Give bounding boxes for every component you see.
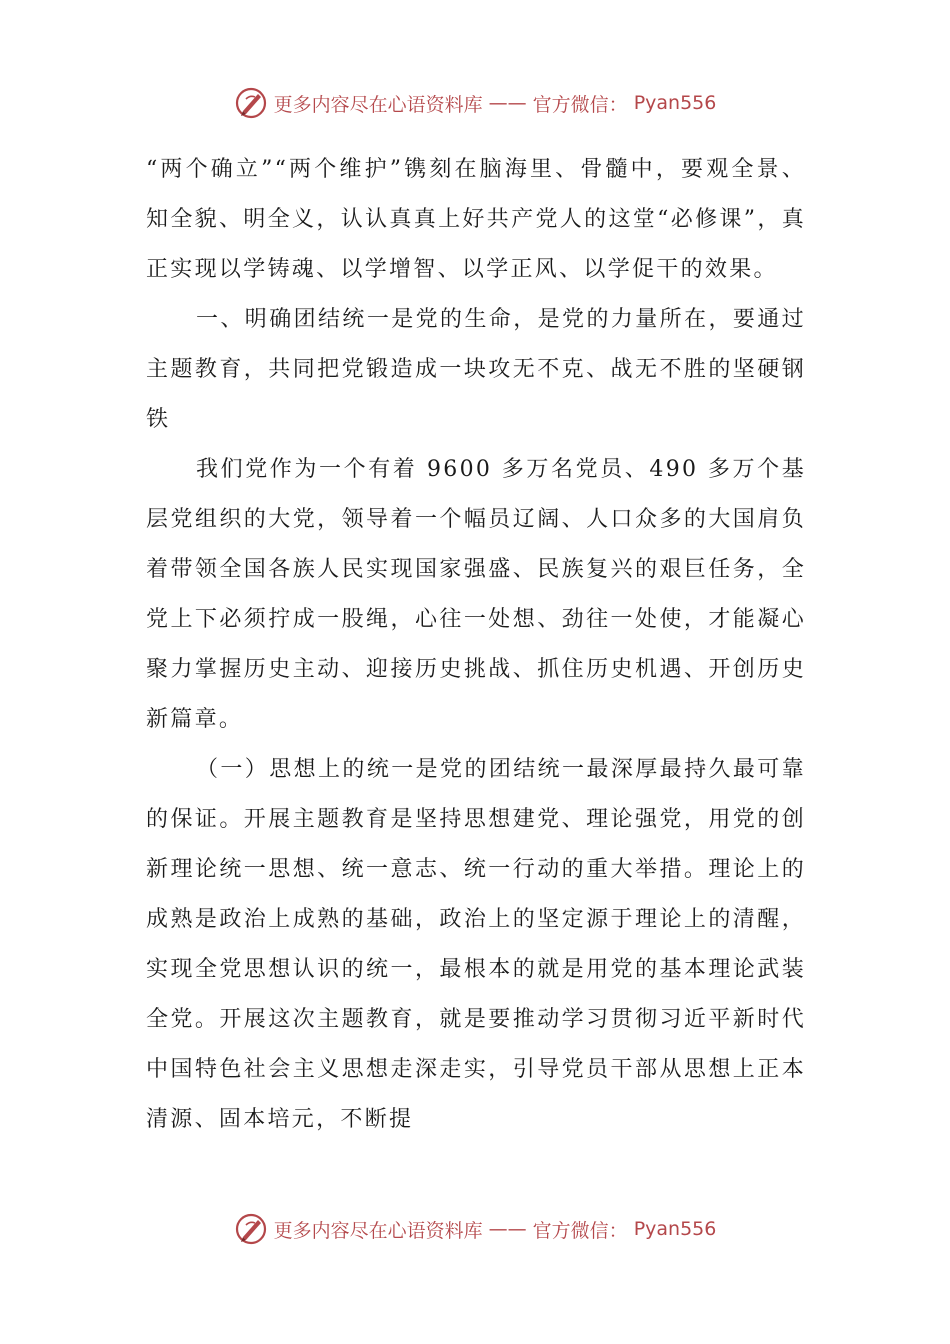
pen-logo-icon bbox=[234, 1212, 268, 1246]
watermark-wechat-label: 官方微信： bbox=[532, 1219, 628, 1242]
document-body bbox=[146, 145, 806, 1145]
watermark-brand: 更多内容尽在心语资料库 bbox=[273, 93, 483, 116]
header-watermark bbox=[0, 86, 950, 120]
watermark-dash: —— bbox=[488, 1218, 527, 1240]
watermark-brand: 更多内容尽在心语资料库 bbox=[273, 1219, 483, 1242]
watermark-wechat-id: Pyan556 bbox=[633, 1218, 717, 1240]
watermark-dash: —— bbox=[488, 92, 527, 114]
section-heading-1: 一、明确团结统一是党的生命，是党的力量所在，要通过主题教育，共同把党锻造成一块攻无不克、战无不胜的坚硬钢铁 bbox=[146, 307, 806, 432]
paragraph-2: 我们党作为一个有着 9600 多万名党员、490 多万个基层党组织的大党，领导着一个幅员辽阔、人口众多的大国肩负着带领全国各族人民实现国家强盛、民族复兴的艰巨任务，全党上下必须拧成一股绳，心往一处想、劲往一处使，才能凝心聚力掌握历史主动、迎接历史挑战、抓住历史机遇、开创历史新篇章。 bbox=[146, 457, 806, 732]
pen-logo-icon bbox=[234, 86, 268, 120]
paragraph-3: （一）思想上的统一是党的团结统一最深厚最持久最可靠的保证。开展主题教育是坚持思想建党、理论强党，用党的创新理论统一思想、统一意志、统一行动的重大举措。理论上的成熟是政治上成熟的基础，政治上的坚定源于理论上的清醒，实现全党思想认识的统一，最根本的就是用党的基本理论武装全党。开展这次主题教育，就是要推动学习贯彻习近平新时代中国特色社会主义思想走深走实，引导党员干部从思想上正本清源、固本培元，不断提 bbox=[146, 757, 806, 1132]
watermark-wechat-id: Pyan556 bbox=[633, 92, 717, 114]
watermark-wechat-label: 官方微信： bbox=[532, 93, 628, 116]
footer-watermark bbox=[0, 1212, 950, 1246]
paragraph-1: “两个确立”“两个维护”镌刻在脑海里、骨髓中，要观全景、知全貌、明全义，认认真真上好共产党人的这堂“必修课”，真正实现以学铸魂、以学增智、以学正风、以学促干的效果。 bbox=[146, 157, 806, 282]
